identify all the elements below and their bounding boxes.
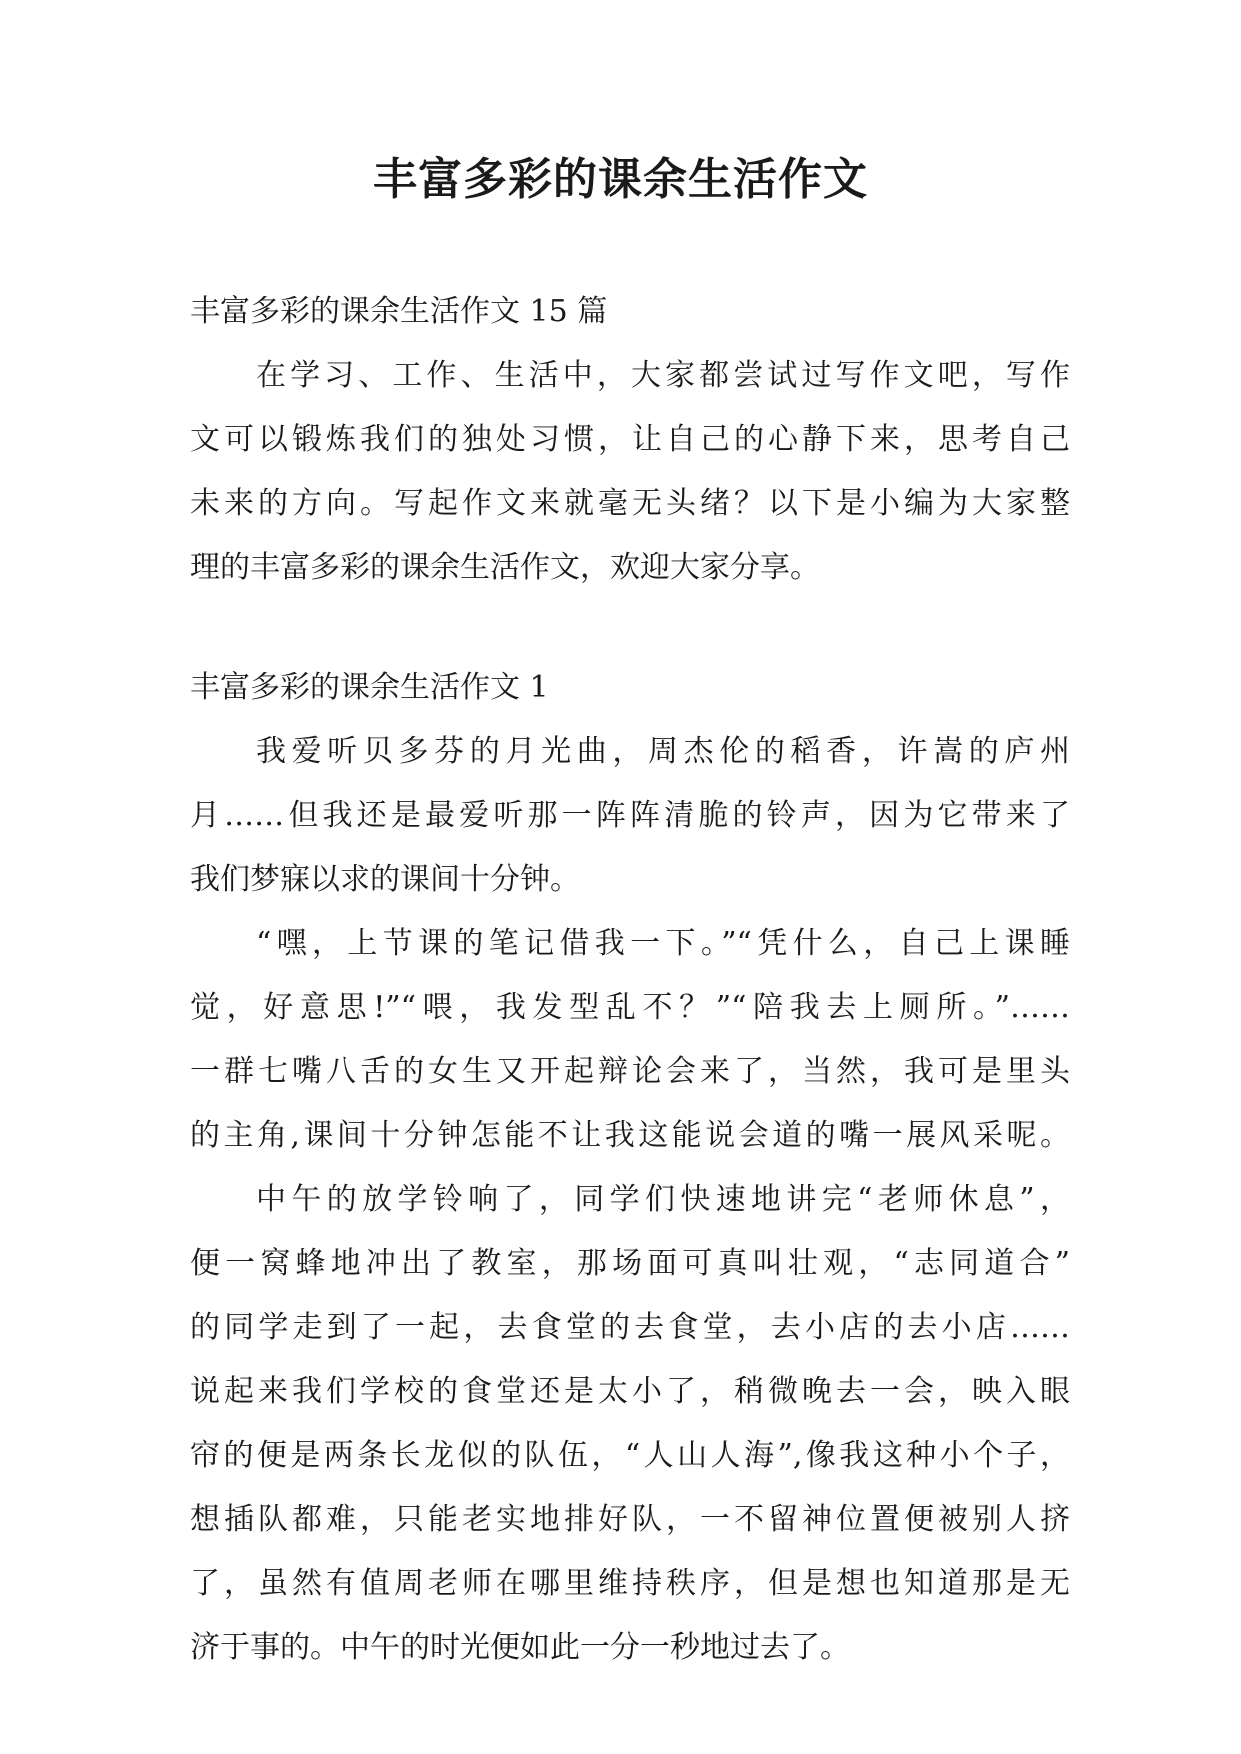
intro-line: 在学习、工作、生活中，大家都尝试过写作文吧，写作 (256, 358, 1070, 393)
paragraph-line: 帘的便是两条长龙似的队伍，“人山人海”,像我这种小个子， (190, 1438, 1070, 1473)
document-body (190, 280, 1070, 1680)
paragraph-line: 我们梦寐以求的课间十分钟。 (190, 862, 580, 897)
paragraph-3 (190, 1168, 1070, 1680)
intro-line: 理的丰富多彩的课余生活作文，欢迎大家分享。 (190, 550, 820, 585)
paragraph-line: 说起来我们学校的食堂还是太小了，稍微晚去一会，映入眼 (190, 1374, 1070, 1409)
paragraph-line: “嘿，上节课的笔记借我一下。”“凭什么，自己上课睡 (256, 926, 1070, 961)
paragraph-1 (190, 720, 1070, 912)
intro-paragraph (190, 344, 1070, 600)
intro-line: 未来的方向。写起作文来就毫无头绪？以下是小编为大家整 (190, 486, 1070, 521)
paragraph-line: 一群七嘴八舌的女生又开起辩论会来了，当然，我可是里头 (190, 1054, 1070, 1089)
section-gap (190, 600, 1070, 656)
main-heading: 丰富多彩的课余生活作文 15 篇 (190, 294, 608, 329)
intro-line: 文可以锻炼我们的独处习惯，让自己的心静下来，思考自己 (190, 422, 1070, 457)
paragraph-line: 的同学走到了一起，去食堂的去食堂，去小店的去小店…… (190, 1310, 1070, 1345)
paragraph-line: 便一窝蜂地冲出了教室，那场面可真叫壮观，“志同道合” (190, 1246, 1070, 1281)
paragraph-line: 中午的放学铃响了，同学们快速地讲完“老师休息”， (256, 1182, 1070, 1217)
paragraph-line: 我爱听贝多芬的月光曲，周杰伦的稻香，许嵩的庐州 (256, 734, 1070, 769)
paragraph-2 (190, 912, 1070, 1168)
paragraph-line: 觉，好意思!”“喂，我发型乱不？”“陪我去上厕所。”…… (190, 990, 1070, 1025)
paragraph-line: 了，虽然有值周老师在哪里维持秩序，但是想也知道那是无 (190, 1566, 1070, 1601)
paragraph-line: 的主角,课间十分钟怎能不让我这能说会道的嘴一展风采呢。 (190, 1118, 1070, 1153)
section-heading: 丰富多彩的课余生活作文 1 (190, 670, 549, 705)
paragraph-line: 想插队都难，只能老实地排好队，一不留神位置便被别人挤 (190, 1502, 1070, 1537)
paragraph-line: 月……但我还是最爱听那一阵阵清脆的铃声，因为它带来了 (190, 798, 1070, 833)
paragraph-line: 济于事的。中午的时光便如此一分一秒地过去了。 (190, 1630, 850, 1665)
document-title: 丰富多彩的课余生活作文 (373, 154, 868, 205)
